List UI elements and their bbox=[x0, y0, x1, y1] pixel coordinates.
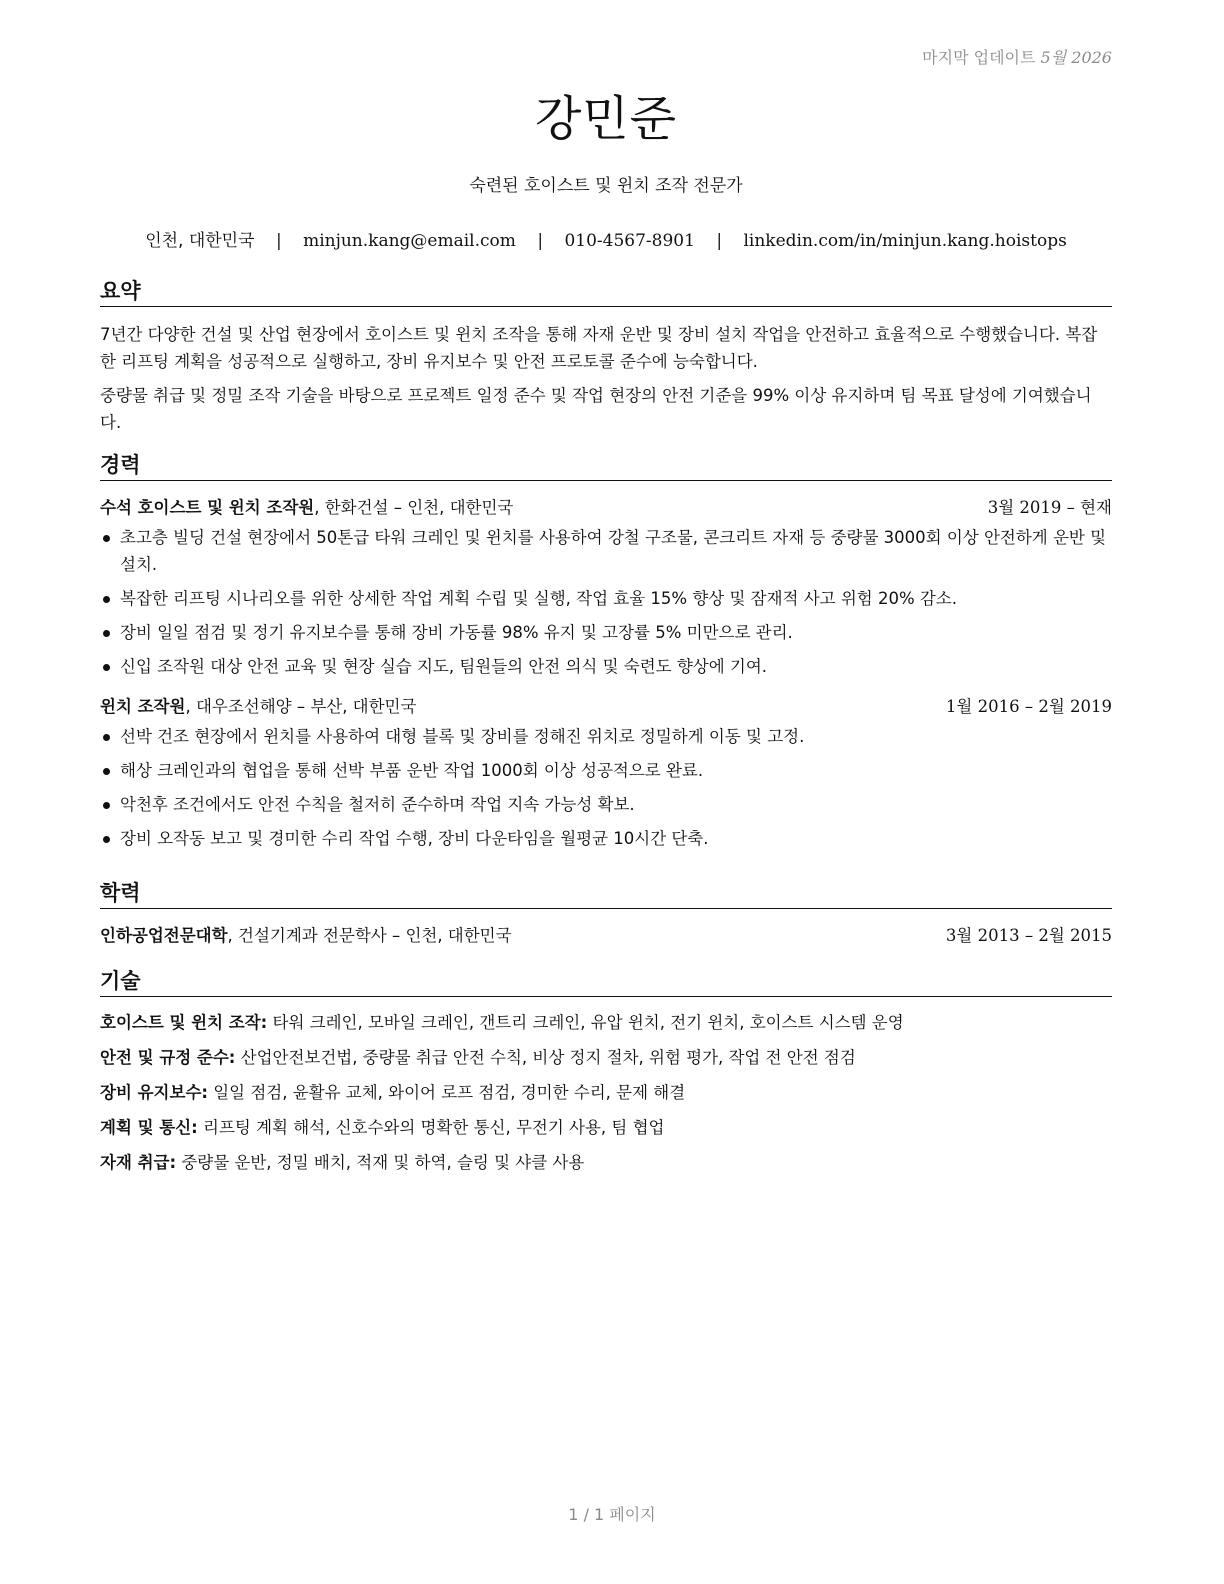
job-bullets bbox=[100, 723, 1112, 852]
last-updated-prefix: 마지막 업데이트 bbox=[922, 48, 1036, 67]
list-item: 선박 건조 현장에서 윈치를 사용하여 대형 블록 및 장비를 정해진 위치로 정밀하게 이동 및 고정. bbox=[100, 723, 1112, 750]
last-updated-date: 5월 2026 bbox=[1040, 48, 1112, 67]
job-role: 수석 호이스트 및 윈치 조작원 bbox=[100, 498, 315, 517]
skill-item: 장비 유지보수: 일일 점검, 윤활유 교체, 와이어 로프 점검, 경미한 수리, 문제 해결 bbox=[100, 1083, 686, 1102]
education-entry bbox=[100, 924, 1112, 948]
skill-item: 안전 및 규정 준수: 산업안전보건법, 중량물 취급 안전 수칙, 비상 정지 절차, 위험 평가, 작업 전 안전 점검 bbox=[100, 1048, 856, 1067]
resume-page bbox=[100, 0, 1112, 1584]
candidate-name: 강민준 bbox=[534, 91, 678, 147]
contact-separator: | bbox=[537, 231, 544, 251]
summary-paragraph: 중량물 취급 및 정밀 조작 기술을 바탕으로 프로젝트 일정 준수 및 작업 현장의 안전 기준을 99% 이상 유지하며 팀 목표 달성에 기여했습니다. bbox=[100, 386, 1092, 432]
education-school: 인하공업전문대학 bbox=[100, 926, 228, 945]
contact-phone: 010-4567-8901 bbox=[564, 231, 695, 251]
job-dates: 1월 2016 – 2월 2019 bbox=[945, 697, 1112, 716]
experience-section bbox=[100, 452, 1112, 859]
bullet-icon bbox=[103, 630, 110, 637]
skill-item: 호이스트 및 윈치 조작: 타워 크레인, 모바일 크레인, 갠트리 크레인, 유압 윈치, 전기 윈치, 호이스트 시스템 운영 bbox=[100, 1013, 904, 1032]
bullet-icon bbox=[103, 768, 110, 775]
summary-paragraph: 7년간 다양한 건설 및 산업 현장에서 호이스트 및 윈치 조작을 통해 자재 운반 및 장비 설치 작업을 안전하고 효율적으로 수행했습니다. 복잡한 리프팅 계획을 성공적으로 실행하고, 장비 유지보수 및 안전 프로토콜 준수에 능숙합니다. bbox=[100, 325, 1098, 371]
contact-line bbox=[100, 226, 1112, 251]
last-updated bbox=[922, 45, 1112, 68]
skill-item: 계획 및 통신: 리프팅 계획 해석, 신호수와의 명확한 통신, 무전기 사용, 팀 협업 bbox=[100, 1118, 665, 1137]
list-item: 장비 일일 점검 및 정기 유지보수를 통해 장비 가동률 98% 유지 및 고장률 5% 미만으로 관리. bbox=[100, 619, 1112, 646]
skills-section bbox=[100, 968, 1112, 1186]
education-section bbox=[100, 880, 1112, 948]
job-bullets bbox=[100, 524, 1112, 680]
list-item: 장비 오작동 보고 및 경미한 수리 작업 수행, 장비 다운타임을 월평균 10시간 단축. bbox=[100, 825, 1112, 852]
job-role: 윈치 조작원 bbox=[100, 697, 186, 716]
list-item: 초고층 빌딩 건설 현장에서 50톤급 타워 크레인 및 윈치를 사용하여 강철 구조물, 콘크리트 자재 등 중량물 3000회 이상 안전하게 운반 및 설치. bbox=[100, 524, 1112, 578]
job-header bbox=[100, 496, 1112, 520]
experience-heading: 경력 bbox=[100, 452, 1112, 481]
summary-section bbox=[100, 278, 1112, 436]
list-item: 신입 조작원 대상 안전 교육 및 현장 실습 지도, 팀원들의 안전 의식 및 숙련도 향상에 기여. bbox=[100, 653, 1112, 680]
bullet-icon bbox=[103, 802, 110, 809]
education-dates: 3월 2013 – 2월 2015 bbox=[945, 926, 1112, 945]
contact-linkedin-link[interactable]: linkedin.com/in/minjun.kang.hoistops bbox=[743, 231, 1067, 251]
skills-heading: 기술 bbox=[100, 968, 1112, 997]
education-detail: , 건설기계과 전문학사 – 인천, 대한민국 bbox=[227, 926, 512, 945]
job-dates: 3월 2019 – 현재 bbox=[987, 498, 1112, 517]
list-item: 악천후 조건에서도 안전 수칙을 철저히 준수하며 작업 지속 가능성 확보. bbox=[100, 791, 1112, 818]
bullet-icon bbox=[103, 664, 110, 671]
contact-separator: | bbox=[275, 231, 282, 251]
job-org: , 한화건설 – 인천, 대한민국 bbox=[314, 498, 514, 517]
bullet-icon bbox=[103, 836, 110, 843]
job-org: , 대우조선해양 – 부산, 대한민국 bbox=[185, 697, 417, 716]
bullet-icon bbox=[103, 535, 110, 542]
contact-location: 인천, 대한민국 bbox=[145, 231, 255, 251]
skill-item: 자재 취급: 중량물 운반, 정밀 배치, 적재 및 하역, 슬링 및 샤클 사용 bbox=[100, 1153, 585, 1172]
list-item: 복잡한 리프팅 시나리오를 위한 상세한 작업 계획 수립 및 실행, 작업 효율 15% 향상 및 잠재적 사고 위험 20% 감소. bbox=[100, 585, 1112, 612]
job-header bbox=[100, 695, 1112, 719]
education-heading: 학력 bbox=[100, 880, 1112, 909]
page-number: 1 / 1 페이지 bbox=[568, 1505, 656, 1524]
contact-separator: | bbox=[716, 231, 723, 251]
bullet-icon bbox=[103, 734, 110, 741]
candidate-tagline: 숙련된 호이스트 및 윈치 조작 전문가 bbox=[469, 176, 743, 196]
skills-list bbox=[100, 1011, 1112, 1175]
bullet-icon bbox=[103, 596, 110, 603]
summary-heading: 요약 bbox=[100, 278, 1112, 307]
list-item: 해상 크레인과의 협업을 통해 선박 부품 운반 작업 1000회 이상 성공적으로 완료. bbox=[100, 757, 1112, 784]
contact-email-link[interactable]: minjun.kang@email.com bbox=[303, 231, 516, 251]
